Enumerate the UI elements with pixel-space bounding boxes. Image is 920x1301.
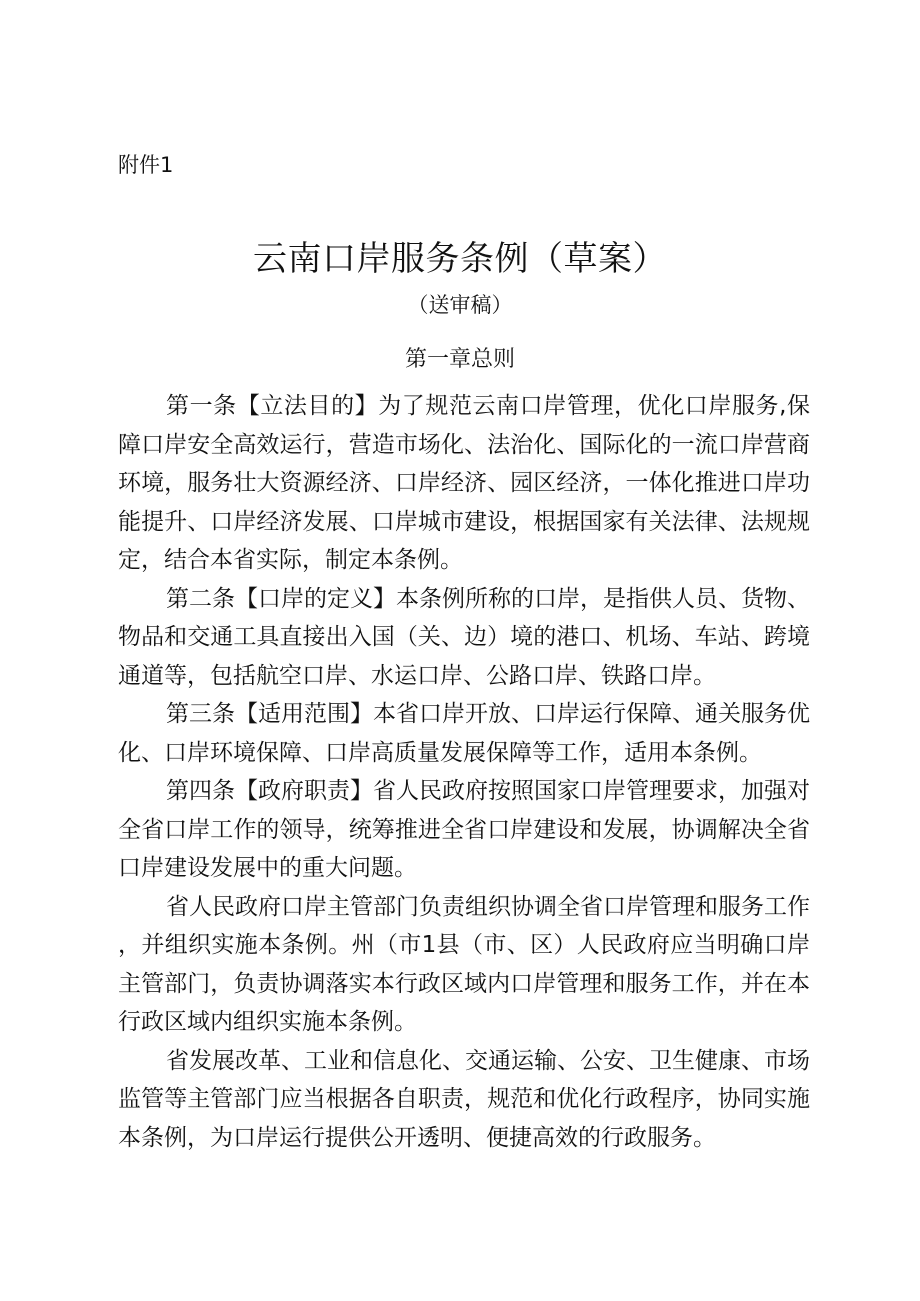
paragraph-article-4-part-2: 省人民政府口岸主管部门负责组织协调全省口岸管理和服务工作，并组织实施本条例。州（市1县（市、区）人民政府应当明确口岸主管部门，负责协调落实本行政区域内口岸管理和服务工作，并在本行政区域内组织实施本条例。 bbox=[118, 893, 810, 1035]
paragraph-article-2: 第二条【口岸的定义】本条例所称的口岸，是指供人员、货物、物品和交通工具直接出入国（关、边）境的港口、机场、车站、跨境通道等，包括航空口岸、水运口岸、公路口岸、铁路口岸。 bbox=[118, 585, 810, 689]
document-subtitle: （送审稿） bbox=[407, 293, 513, 317]
attachment-label: 附件1 bbox=[118, 153, 174, 177]
paragraph-article-4: 第四条【政府职责】省人民政府按照国家口岸管理要求，加强对全省口岸工作的领导，统筹推进全省口岸建设和发展，协调解决全省口岸建设发展中的重大问题。 bbox=[118, 778, 810, 881]
document-title: 云南口岸服务条例（草案） bbox=[253, 239, 667, 279]
paragraph-article-4-part-3: 省发展改革、工业和信息化、交通运输、公安、卫生健康、市场监管等主管部门应当根据各自职责，规范和优化行政程序，协同实施本条例，为口岸运行提供公开透明、便捷高效的行政服务。 bbox=[118, 1047, 810, 1151]
body-text bbox=[118, 387, 810, 1157]
paragraph-article-3: 第三条【适用范围】本省口岸开放、口岸运行保障、通关服务优化、口岸环境保障、口岸高质量发展保障等工作，适用本条例。 bbox=[118, 701, 810, 766]
chapter-title: 第一章总则 bbox=[404, 347, 515, 372]
paragraph-article-1: 第一条【立法目的】为了规范云南口岸管理，优化口岸服务,保障口岸安全高效运行，营造市场化、法治化、国际化的一流口岸营商环境，服务壮大资源经济、口岸经济、园区经济，一体化推进口岸功能提升、口岸经济发展、口岸城市建设，根据国家有关法律、法规规定，结合本省实际，制定本条例。 bbox=[118, 393, 810, 573]
